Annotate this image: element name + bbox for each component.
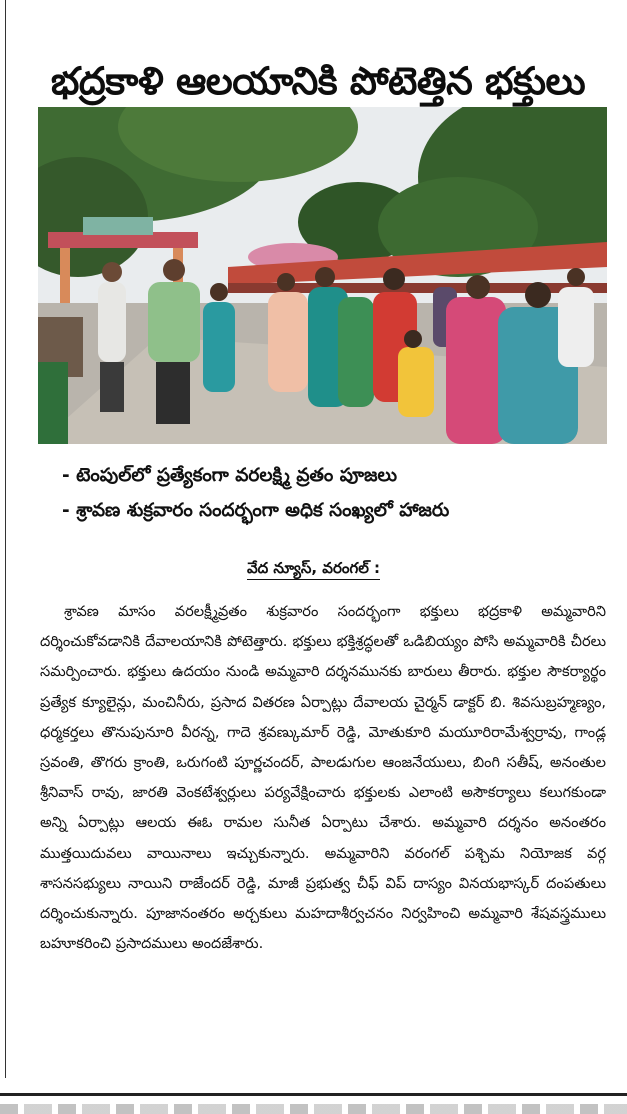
subheadline-item: - శ్రావణ శుక్రవారం సందర్భంగా అధిక సంఖ్యలో హాజరు xyxy=(62,500,450,521)
article-paragraph: శ్రావణ మాసం వరలక్ష్మీవ్రతం శుక్రవారం సందర్భంగా భక్తులు భద్రకాళి అమ్మవారిని దర్శించుకోవడానికి దేవాలయానికి పోటెత్తారు. భక్తులు భక్తిశ్రద్ధలతో ఒడిబియ్యం పోసి అమ్మవారికి చీరలు సమర్పించారు. భక్తులు ఉదయం నుండి అమ్మవారి దర్శనమునకు బారులు తీరారు. భక్తుల సౌకర్యార్థం ప్రత్యేక క్యూలైన్లు, మంచినీరు, ప్రసాద వితరణ ఏర్పాట్లు దేవాలయ చైర్మన్ డాక్టర్ బి. శివసుబ్రహ్మణ్యం, ధర్మకర్తలు తొనుపునూరి వీరన్న, గాదె శ్రవణ్కుమార్ రెడ్డి, మోతుకూరి మయూరిరామేశ్వర్రావు, గాండ్ల స్రవంతి, తొగరు క్రాంతి, ఒరుగంటి పూర్ణచందర్, పాలడుగుల ఆంజనేయులు, బింగి సతీష్, అనంతుల శ్రీనివాస్ రావు, జారతి వెంకటేశ్వర్లులు పర్యవేక్షించారు భక్తులకు ఎలాంటి అసౌకర్యాలు కలుగకుండా అన్ని ఏర్పాట్లు ఆలయ ఈఓ రామల సునీత ఏర్పాటు చేశారు. అమ్మవారి దర్శనం అనంతరం ముత్తయిదువలు వాయినాలు ఇచ్చుకున్నారు. అమ్మవారిని వరంగల్ పశ్చిమ నియోజక వర్గ శాసనసభ్యులు నాయిని రాజేందర్ రెడ్డి, మాజీ ప్రభుత్వ చీఫ్ విప్ దాస్యం వినయభాస్కర్ దంపతులు దర్శించుకున్నారు. పూజానంతరం అర్చకులు మహదాశీర్వచనం నిర్వహించి అమ్మవారి శేషవస్త్రములు బహూకరించి ప్రసాదములు అందజేశారు. xyxy=(40,603,606,953)
headline: భద్రకాళి ఆలయానికి పోటెత్తిన భక్తులు xyxy=(50,59,586,104)
byline xyxy=(0,557,627,580)
bottom-divider xyxy=(0,1093,627,1096)
subheadline-item: - టెంపుల్‌లో ప్రత్యేకంగా వరలక్ష్మి వ్రతం పూజలు xyxy=(62,465,398,486)
cropped-footer-text xyxy=(0,1104,627,1114)
temple-crowd-photo xyxy=(38,107,607,444)
subheadline-list xyxy=(62,458,622,528)
article-body xyxy=(40,597,606,959)
cropped-footer xyxy=(0,1098,627,1114)
column-rule xyxy=(5,0,6,1078)
byline-text: వేద న్యూస్, వరంగల్ : xyxy=(247,557,380,580)
